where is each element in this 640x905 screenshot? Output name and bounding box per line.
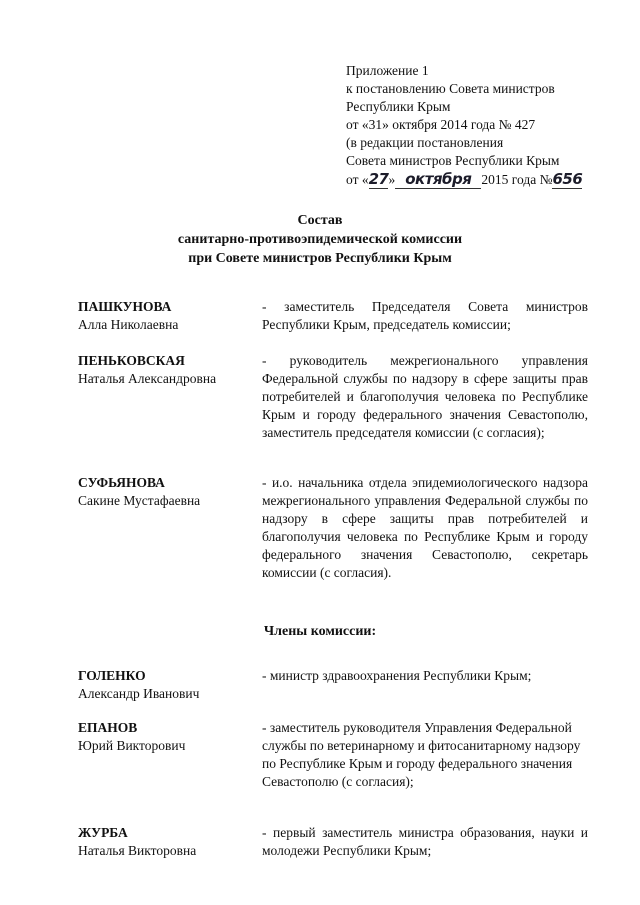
member-given-name: Юрий Викторович [78, 738, 186, 753]
member-role: - заместитель Председателя Совета министров Республики Крым, председатель комиссии; [262, 299, 588, 332]
member-role: - министр здравоохранения Республики Крым; [262, 668, 532, 683]
date-sep: » [388, 172, 396, 187]
member-given-name: Алла Николаевна [78, 317, 179, 332]
member-role: - руководитель межрегионального управления Федеральной службы по надзору в сфере защиты прав потребителей и благополучия человека по Республике Крым и городу федерального значения Севастополю, заместитель председателя комиссии (с согласия); [262, 353, 588, 440]
appendix-line: Республики Крым [346, 99, 451, 114]
appendix-header [346, 62, 616, 189]
document-title [0, 211, 640, 268]
member-given-name: Наталья Александровна [78, 371, 217, 386]
member-given-name: Наталья Викторовна [78, 843, 197, 858]
date-year: 2015 года № [481, 172, 553, 187]
member-name [78, 667, 258, 703]
member-name [78, 824, 258, 860]
handwritten-month: октября [395, 170, 481, 189]
member-name [78, 719, 258, 755]
appendix-line: Приложение 1 [346, 63, 429, 78]
member-given-name: Александр Иванович [78, 686, 200, 701]
members-section-title: Члены комиссии: [263, 624, 377, 639]
member-surname: ПЕНЬКОВСКАЯ [78, 353, 185, 368]
member-name [78, 298, 258, 334]
title-line-2: санитарно-противоэпидемической комиссии [177, 232, 463, 247]
member-role: - первый заместитель министра образования, науки и молодежи Республики Крым; [262, 825, 588, 858]
member-role: - заместитель руководителя Управления Федеральной службы по ветеринарному и фитосанитарному надзору по Республике Крым и городу федерального значения Севастополю (с согласия); [262, 720, 581, 789]
appendix-line: от «31» октября 2014 года № 427 [346, 117, 536, 132]
member-surname: СУФЬЯНОВА [78, 475, 165, 490]
date-prefix: от « [346, 172, 369, 187]
appendix-date-line [346, 170, 616, 189]
handwritten-number: 656 [552, 170, 583, 188]
appendix-line: к постановлению Совета министров [346, 81, 555, 96]
title-line-1: Состав [297, 213, 343, 228]
member-surname: ПАШКУНОВА [78, 299, 172, 314]
member-surname: ЖУРБА [78, 825, 128, 840]
member-name [78, 474, 258, 510]
member-name [78, 352, 258, 388]
appendix-line: (в редакции постановления [346, 135, 504, 150]
appendix-line: Совета министров Республики Крым [346, 153, 560, 168]
handwritten-day: 27 [368, 170, 389, 188]
member-surname: ЕПАНОВ [78, 720, 138, 735]
member-surname: ГОЛЕНКО [78, 668, 146, 683]
member-role: - и.о. начальника отдела эпидемиологического надзора межрегионального управления Федеральной службы по надзору в сфере защиты прав потребителей и благополучия человека по Республике Крым и городу федерального значения Севастополю, секретарь комиссии (с согласия). [262, 475, 588, 580]
title-line-3: при Совете министров Республики Крым [188, 251, 452, 266]
member-given-name: Сакине Мустафаевна [78, 493, 201, 508]
